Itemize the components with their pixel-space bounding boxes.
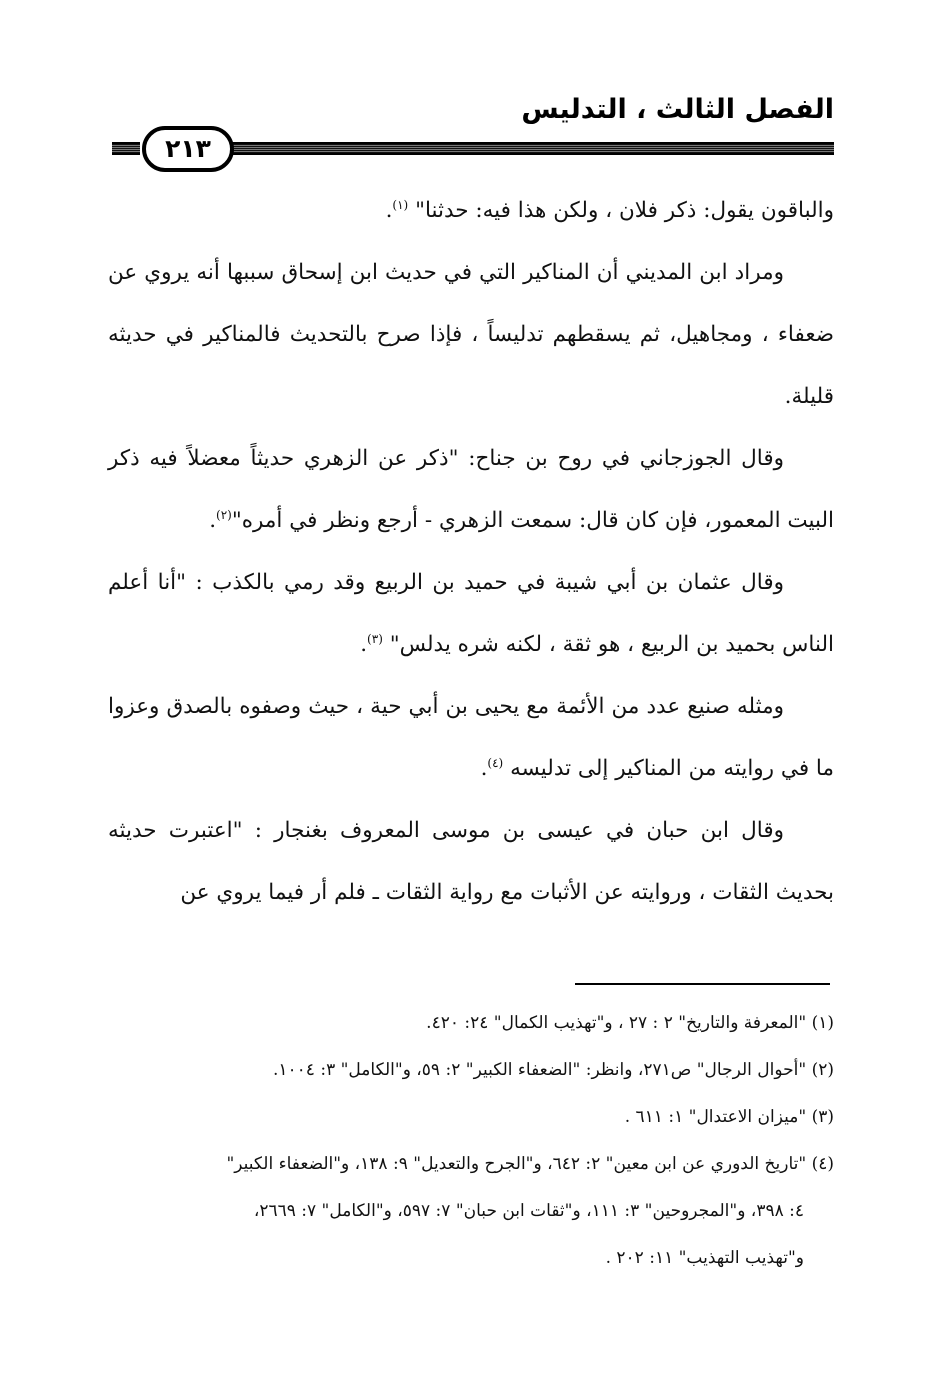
paragraph-text: وقال ابن حبان في عيسى بن موسى المعروف بغنجار : "اعتبرت حديثه بحديث الثقات ، وروايته عن الأثبات مع رواية الثقات ـ فلم أر فيما يروي عن: [108, 818, 834, 905]
paragraph-tail: .: [209, 508, 217, 533]
paragraph-text: ومراد ابن المديني أن المناكير التي في حديث ابن إسحاق سببها أنه يروي عن ضعفاء ، ومجاهيل، ثم يسقطهم تدليساً ، فإذا صرح بالتحديث فالمناكير في حديثه قليلة.: [108, 260, 834, 409]
paragraph-text: وقال الجوزجاني في روح بن جناح: "ذكر عن الزهري حديثاً معضلاً فيه ذكر البيت المعمور، فإن كان قال: سمعت الزهري - أرجع ونظر في أمره": [108, 446, 834, 533]
footnote-4-cont-2: و"تهذيب التهذيب" ١١: ٢٠٢ .: [605, 1248, 804, 1268]
footnote-ref: (٤): [487, 755, 504, 770]
footnote-ref: (١): [392, 197, 409, 212]
paragraph-1: [108, 180, 834, 242]
header-rule: [112, 132, 834, 162]
footnotes: [100, 1000, 834, 1282]
body-text: [108, 180, 834, 924]
footnote-4: (٤) "تاريخ الدوري عن ابن معين" ٢: ٦٤٢، و"الجرح والتعديل" ٩: ١٣٨، و"الضعفاء الكبير": [226, 1154, 834, 1174]
footnote-ref: (٢): [216, 507, 232, 522]
footnote-2: (٢) "أحوال الرجال" ص٢٧١، وانظر: "الضعفاء الكبير" ٢: ٥٩، و"الكامل" ٣: ١٠٠٤.: [272, 1060, 834, 1080]
header-rule-left: [112, 142, 140, 155]
header-rule-main: [230, 142, 834, 155]
paragraph-5: [108, 676, 834, 800]
paragraph-text: وقال عثمان بن أبي شيبة في حميد بن الربيع وقد رمي بالكذب : "أنا أعلم الناس بحميد بن الربيع ، هو ثقة ، لكنه شره يدلس": [108, 570, 834, 657]
paragraph-6: [108, 800, 834, 924]
footnote-separator: [575, 983, 830, 985]
paragraph-2: [108, 242, 834, 428]
paragraph-tail: .: [360, 632, 368, 657]
paragraph-text: والباقون يقول: ذكر فلان ، ولكن هذا فيه: حدثنا": [408, 198, 834, 223]
chapter-title: الفصل الثالث ، التدليس: [521, 94, 834, 125]
paragraph-text: ومثله صنيع عدد من الأئمة مع يحيى بن أبي حية ، حيث وصفوه بالصدق وعزوا ما في روايته من المناكير إلى تدليسه: [108, 694, 834, 781]
page-header: [112, 88, 834, 168]
footnote-1: (١) "المعرفة والتاريخ" ٢ : ٢٧ ، و"تهذيب الكمال" ٢٤: ٤٢٠.: [426, 1013, 834, 1033]
paragraph-tail: .: [480, 756, 488, 781]
paragraph-tail: .: [385, 198, 393, 223]
footnote-3: (٣) "ميزان الاعتدال" ١: ٦١١ .: [624, 1107, 834, 1127]
footnote-ref: (٣): [367, 631, 383, 646]
page-number: ٢١٣: [142, 126, 234, 172]
paragraph-4: [108, 552, 834, 676]
footnote-4-cont-1: ٤: ٣٩٨، و"المجروحين" ٣: ١١١، و"ثقات ابن حبان" ٧: ٥٩٧، و"الكامل" ٧: ٢٦٦٩،: [253, 1201, 804, 1221]
paragraph-3: [108, 428, 834, 552]
